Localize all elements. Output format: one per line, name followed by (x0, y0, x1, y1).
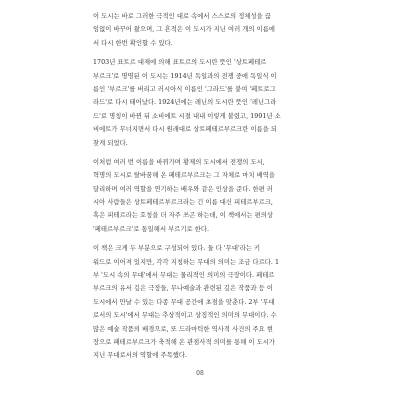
text-line: 혹은 피테르라는 호칭을 더 자주 쓰곤 하는데, 이 책에서는 편의상 (93, 212, 273, 220)
text-line: 달리하며 여러 역할을 연기하는 배우와 같은 인상을 준다. 한편 러 (93, 185, 273, 193)
text-line: 부르크의 유서 깊은 극장들, 무나예술과 관련된 깊은 작품과 등 이 (93, 285, 273, 293)
paragraph-3 (93, 156, 309, 236)
text-line: 이 도시는 바로 그러한 극적인 대로 속에서 스스로의 정체성을 끊 (93, 13, 271, 20)
text-line: 시아 사람들은 상트페테르부르크라는 긴 이름 대신 피테르부르크, (93, 199, 273, 207)
text-line: 도시에서 만날 수 있는 다종 무대 공간에 초점을 맞춘다. 2부 '무대 (93, 298, 275, 306)
text-line: 서 다시 한번 확인할 수 있다. (93, 39, 173, 47)
text-line: 부 '도시 속의 무대'에서 무대는 물리적인 의미의 극장이다. 페테르 (93, 272, 275, 280)
text-line: 이처럼 여러 번 이름을 바꿔가며 황제의 도시에서 전쟁의 도시, (93, 158, 265, 166)
text-line: 지닌 무대로서의 역할에 주목했다. (93, 352, 188, 360)
text-line: 1703년 표트르 대제에 의해 표트르의 도시란 뜻인 '상트페테르 (93, 59, 267, 67)
text-line: 이 책은 크게 두 부분으로 구성되어 있다. 둘 다 '무대'라는 키 (93, 245, 261, 253)
text-line: 라드'로 다시 태어났다. 1924년에는 레닌의 도시란 뜻인 '레닌그라 (93, 99, 277, 107)
text-line: 혁명의 도시로 탈바꿈해 온 페테르부르크는 그 자체로 마치 배역을 (93, 172, 275, 180)
text-line: 임없이 바꾸어 왔으며, 그 흔적은 이 도시가 지닌 여러 개의 이름에 (93, 26, 276, 34)
text-line: 찾게 되었다. (93, 139, 128, 147)
page-number: 08 (196, 370, 204, 377)
paragraph-4 (93, 242, 309, 363)
text-line: 워드로 이어져 있지만, 각각 지칭하는 무대의 의미는 조금 다르다. 1 (93, 258, 280, 266)
paragraph-2 (93, 56, 309, 150)
body-text (93, 10, 309, 369)
text-line: 장으로 페테르부르크가 축적해 온 관점사적 의미를 통해 이 도시가 (93, 338, 275, 346)
text-line: 름인 '부르크'를 버리고 러시아식 이름인 '그라드'를 붙여 '페트로그 (93, 85, 276, 93)
text-line: 로서의 도시'에서 무대는 추상적이고 상징적인 의미의 무대이다. 수 (93, 312, 277, 320)
paragraph-1 (93, 10, 309, 50)
text-line: 부르크'로 명명된 이 도시는 1914년 독일과의 전쟁 중에 독일식 이 (93, 72, 277, 80)
text-line: 비에트가 무너지면서 다시 원래대로 상트페테르부르크란 이름을 되 (93, 126, 278, 134)
text-line: 많은 예술 작품의 배경으로, 또 드라마틱한 역사적 사건의 주요 현 (93, 325, 273, 333)
text-line: '페테르부르크'로 통일해서 부르기로 한다. (93, 225, 210, 233)
text-line: 드'로 명칭이 바뀐 뒤 소비에트 시절 내내 이렇게 불렸고, 1991년 소 (93, 112, 281, 120)
